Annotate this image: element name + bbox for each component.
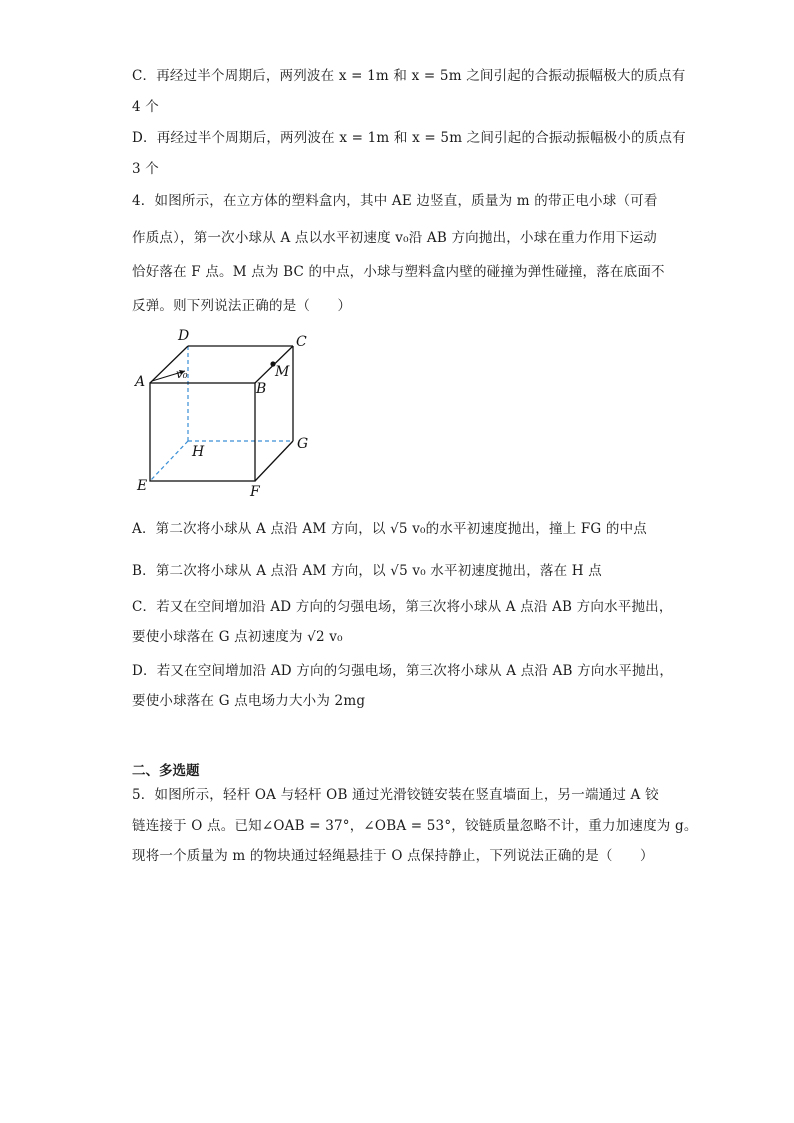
label-D: D <box>178 328 190 344</box>
label-v0: v₀ <box>176 367 188 381</box>
q4-stem-line4: 反弹。则下列说法正确的是（ ） <box>132 298 352 314</box>
q4-option-a: A．第二次将小球从 A 点沿 AM 方向，以 √5 v₀的水平初速度抛出，撞上 FG 的中点 <box>132 521 647 537</box>
q5-stem-line1: 5．如图所示，轻杆 OA 与轻杆 OB 通过光滑铰链安装在竖直墙面上，另一端通过 A 铰 <box>132 787 659 803</box>
q4-option-c-line2: 要使小球落在 G 点初速度为 √2 v₀ <box>132 629 343 645</box>
q4-option-c-line1: C．若又在空间增加沿 AD 方向的匀强电场，第三次将小球从 A 点沿 AB 方向水平抛出， <box>132 599 673 615</box>
q4-option-d-line2: 要使小球落在 G 点电场力大小为 2mg <box>132 693 366 709</box>
cube-figure <box>130 326 320 506</box>
edge-GF <box>255 441 293 481</box>
front-face <box>150 383 255 481</box>
q3-option-d-line2: 3 个 <box>132 161 159 177</box>
q3-option-c-line2: 4 个 <box>132 99 159 115</box>
q5-stem-line3: 现将一个质量为 m 的物块通过轻绳悬挂于 O 点保持静止，下列说法正确的是（ ） <box>132 848 654 864</box>
label-C: C <box>296 334 307 350</box>
label-F: F <box>250 484 260 500</box>
label-G: G <box>297 436 309 452</box>
label-E: E <box>137 478 148 494</box>
section-title: 二、多选题 <box>132 763 200 779</box>
cube-diagram <box>130 326 320 506</box>
q4-stem-line3: 恰好落在 F 点。M 点为 BC 的中点，小球与塑料盒内壁的碰撞为弹性碰撞，落在底面不 <box>132 264 665 280</box>
edge-HE <box>150 441 188 481</box>
q5-stem-line2: 链连接于 O 点。已知∠OAB = 37°，∠OBA = 53°，铰链质量忽略不计，重力加速度为 g。 <box>132 818 698 834</box>
q4-option-d-line1: D．若又在空间增加沿 AD 方向的匀强电场，第三次将小球从 A 点沿 AB 方向水平抛出， <box>132 663 674 679</box>
label-A: A <box>135 374 146 390</box>
q3-option-d-line1: D．再经过半个周期后，两列波在 x = 1m 和 x = 5m 之间引起的合振动振幅极小的质点有 <box>132 130 686 146</box>
label-M: M <box>275 364 290 380</box>
q4-option-b: B．第二次将小球从 A 点沿 AM 方向，以 √5 v₀ 水平初速度抛出，落在 H 点 <box>132 563 602 579</box>
q4-stem-line2: 作质点），第一次小球从 A 点以水平初速度 v₀沿 AB 方向抛出，小球在重力作用下运动 <box>132 230 657 246</box>
label-H: H <box>192 444 205 460</box>
label-B: B <box>256 381 267 397</box>
q3-option-c-line1: C．再经过半个周期后，两列波在 x = 1m 和 x = 5m 之间引起的合振动振幅极大的质点有 <box>132 68 686 84</box>
q4-stem-line1: 4．如图所示，在立方体的塑料盒内，其中 AE 边竖直，质量为 m 的带正电小球（可看 <box>132 193 658 209</box>
